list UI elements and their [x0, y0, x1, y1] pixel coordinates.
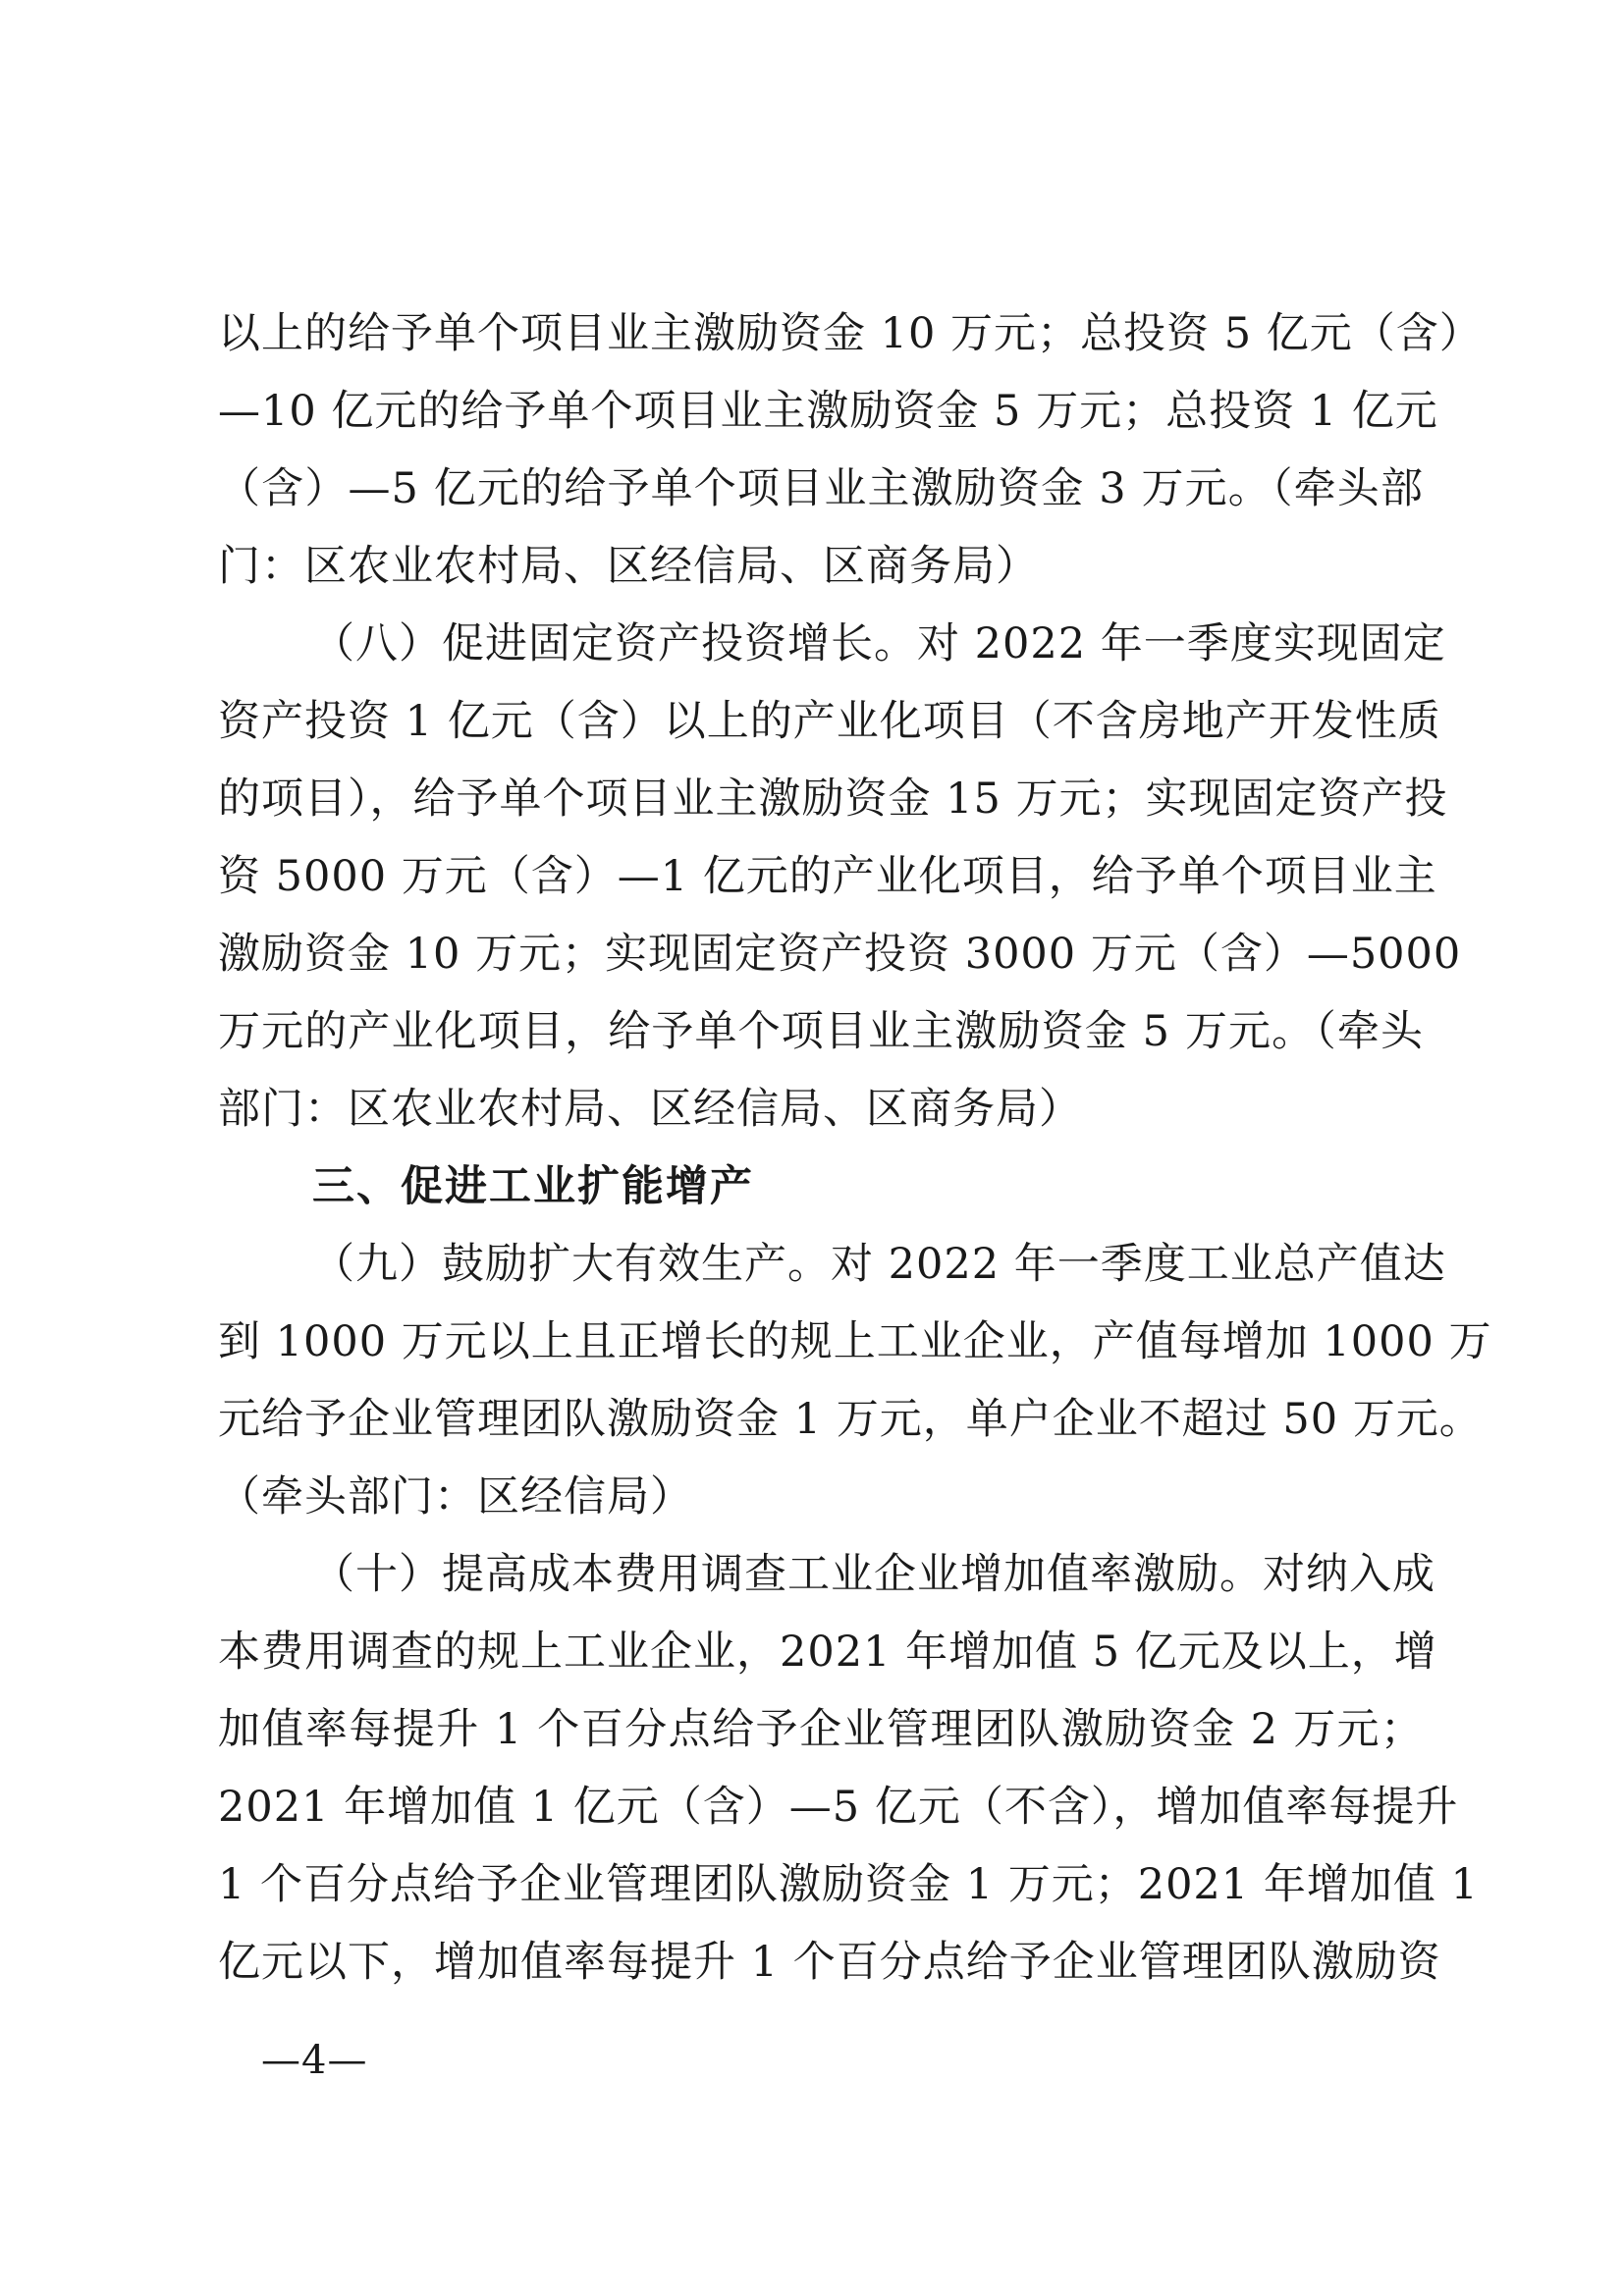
paragraph-9-first-line: （九）鼓励扩大有效生产。对 2022 年一季度工业总产值达 [312, 1240, 1446, 1289]
text-line-11: 部门：区农业农村局、区经信局、区商务局） [218, 1085, 1082, 1134]
text-line-8: 资 5000 万元（含）—1 亿元的产业化项目，给予单个项目业主 [218, 852, 1437, 901]
text-line-14: 到 1000 万元以上且正增长的规上工业企业，产值每增加 1000 万 [218, 1317, 1492, 1366]
paragraph-10-first-line: （十）提高成本费用调查工业企业增加值率激励。对纳入成 [312, 1550, 1435, 1599]
text-line-9: 激励资金 10 万元；实现固定资产投资 3000 万元（含）—5000 [218, 930, 1462, 979]
text-line-19: 加值率每提升 1 个百分点给予企业管理团队激励资金 2 万元； [218, 1705, 1424, 1754]
text-line-7: 的项目），给予单个项目业主激励资金 15 万元；实现固定资产投 [218, 774, 1448, 824]
page-number: —4— [261, 2038, 368, 2083]
text-line-3: （含）—5 亿元的给予单个项目业主激励资金 3 万元。（牵头部 [218, 464, 1424, 513]
section-heading: 三、促进工业扩能增产 [312, 1162, 754, 1211]
text-line-15: 元给予企业管理团队激励资金 1 万元，单户企业不超过 50 万元。 [218, 1395, 1483, 1444]
text-line-22: 亿元以下，增加值率每提升 1 个百分点给予企业管理团队激励资 [218, 1938, 1441, 1987]
text-line-18: 本费用调查的规上工业企业，2021 年增加值 5 亿元及以上，增 [218, 1628, 1437, 1677]
text-line-21: 1 个百分点给予企业管理团队激励资金 1 万元；2021 年增加值 1 [218, 1860, 1479, 1909]
text-line-2: —10 亿元的给予单个项目业主激励资金 5 万元；总投资 1 亿元 [218, 387, 1438, 436]
text-line-1: 以上的给予单个项目业主激励资金 10 万元；总投资 5 亿元（含） [218, 309, 1483, 358]
text-line-6: 资产投资 1 亿元（含）以上的产业化项目（不含房地产开发性质 [218, 697, 1441, 746]
text-line-16: （牵头部门：区经信局） [218, 1472, 693, 1522]
paragraph-8-first-line: （八）促进固定资产投资增长。对 2022 年一季度实现固定 [312, 619, 1446, 668]
text-line-20: 2021 年增加值 1 亿元（含）—5 亿元（不含），增加值率每提升 [218, 1783, 1459, 1832]
text-line-4: 门：区农业农村局、区经信局、区商务局） [218, 542, 1039, 591]
text-line-10: 万元的产业化项目，给予单个项目业主激励资金 5 万元。（牵头 [218, 1007, 1424, 1056]
